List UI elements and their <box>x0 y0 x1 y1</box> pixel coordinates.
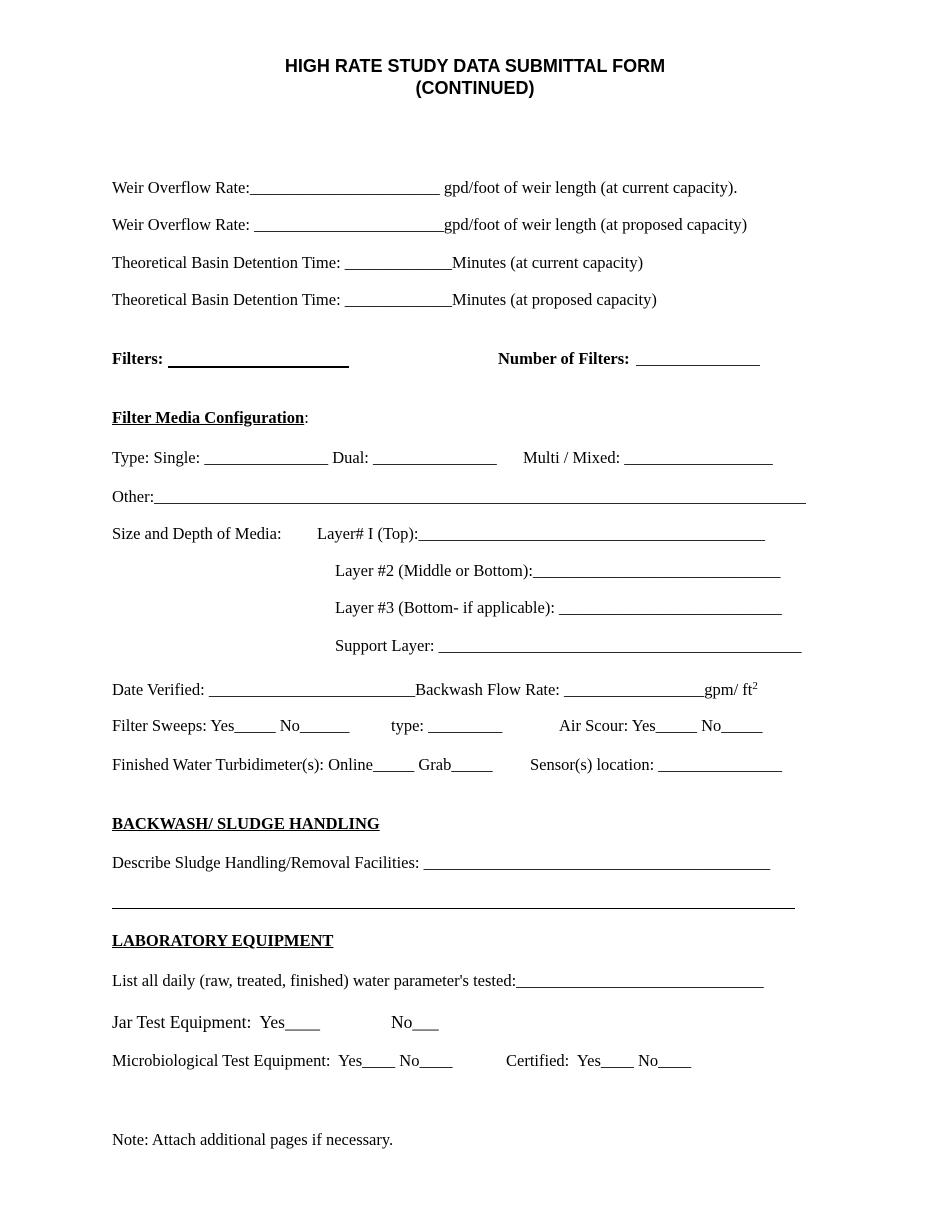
layer-3-field[interactable]: Layer #3 (Bottom- if applicable): ___________________________ <box>335 598 782 617</box>
form-title: HIGH RATE STUDY DATA SUBMITTAL FORM <box>284 56 666 76</box>
date-backwash-text[interactable]: Date Verified: _________________________Backwash Flow Rate: _________________gpm/ ft <box>112 680 753 699</box>
parameters-tested-field[interactable]: List all daily (raw, treated, finished) water parameter's tested:______________________________ <box>112 971 764 990</box>
filters-blank-line[interactable] <box>168 366 349 368</box>
laboratory-equipment-heading: LABORATORY EQUIPMENT <box>112 931 334 950</box>
sludge-handling-continuation-line[interactable] <box>112 908 795 909</box>
date-backwash-row[interactable] <box>112 676 758 700</box>
media-other-field[interactable]: Other:_______________________________________________________________________________ <box>112 487 806 506</box>
sludge-handling-field[interactable]: Describe Sludge Handling/Removal Facilities: __________________________________________ <box>112 853 771 872</box>
filters-label: Filters: <box>112 349 164 368</box>
unit-superscript: 2 <box>752 680 758 692</box>
backwash-sludge-heading: BACKWASH/ SLUDGE HANDLING <box>112 814 380 833</box>
attach-note: Note: Attach additional pages if necessary. <box>112 1130 394 1149</box>
jar-test-no-field[interactable]: No___ <box>391 1012 439 1032</box>
jar-test-yes-field[interactable]: Jar Test Equipment: Yes____ <box>112 1012 320 1032</box>
layer-1-field[interactable]: Layer# I (Top):__________________________________________ <box>317 524 765 543</box>
media-type-single-dual-field[interactable]: Type: Single: _______________ Dual: _______________ <box>112 448 497 467</box>
certified-field[interactable]: Certified: Yes____ No____ <box>506 1051 692 1070</box>
sweep-type-field[interactable]: type: _________ <box>391 716 503 735</box>
size-depth-label: Size and Depth of Media: <box>112 524 282 543</box>
number-of-filters-field[interactable]: _______________ <box>632 349 760 368</box>
filter-media-heading-colon: : <box>304 408 309 427</box>
weir-rate-proposed-field[interactable]: Weir Overflow Rate: _______________________gpd/foot of weir length (at proposed capacity) <box>112 215 748 234</box>
micro-test-field[interactable]: Microbiological Test Equipment: Yes____ No____ <box>112 1051 453 1070</box>
filter-media-heading <box>112 408 309 428</box>
layer-2-field[interactable]: Layer #2 (Middle or Bottom):______________________________ <box>335 561 781 580</box>
filter-sweeps-field[interactable]: Filter Sweeps: Yes_____ No______ <box>112 716 350 735</box>
form-subtitle: (CONTINUED) <box>415 78 535 98</box>
weir-rate-current-field[interactable]: Weir Overflow Rate:_______________________ gpd/foot of weir length (at current capacity). <box>112 178 738 197</box>
media-type-multi-field[interactable]: Multi / Mixed: __________________ <box>523 448 773 467</box>
air-scour-field[interactable]: Air Scour: Yes_____ No_____ <box>559 716 763 735</box>
detention-time-current-field[interactable]: Theoretical Basin Detention Time: _____________Minutes (at current capacity) <box>112 253 644 272</box>
detention-time-proposed-field[interactable]: Theoretical Basin Detention Time: _____________Minutes (at proposed capacity) <box>112 290 657 309</box>
turbidimeter-field[interactable]: Finished Water Turbidimeter(s): Online_____ Grab_____ <box>112 755 493 774</box>
sensor-location-field[interactable]: Sensor(s) location: _______________ <box>530 755 783 774</box>
filter-media-heading-text: Filter Media Configuration <box>112 408 305 427</box>
number-of-filters-label: Number of Filters: <box>498 349 630 368</box>
support-layer-field[interactable]: Support Layer: ____________________________________________ <box>335 636 802 655</box>
